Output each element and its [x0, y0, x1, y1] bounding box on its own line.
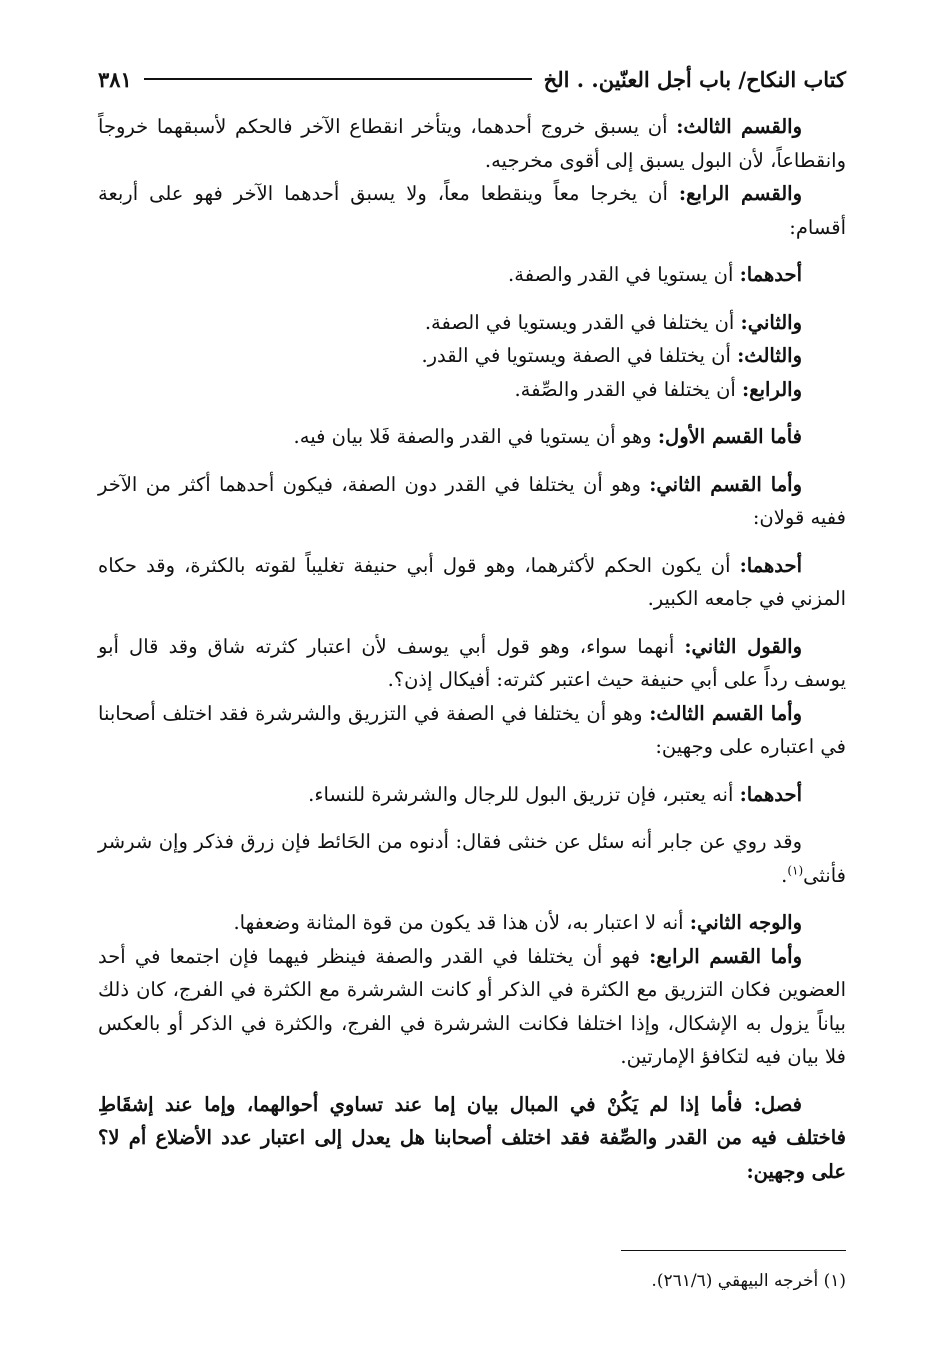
paragraph-lead: وأما القسم الرابع:	[649, 944, 803, 968]
paragraph-text: وهو أن يختلفا في القدر دون الصفة، فيكون أحدهما أكثر من الآخر ففيه قولان:	[98, 472, 846, 529]
paragraph	[98, 697, 846, 764]
paragraph	[98, 940, 846, 1074]
paragraph	[98, 778, 846, 812]
paragraph-text: فهو أن يختلفا في القدر والصفة فينظر فيهما فإن اجتمعا في أحد العضوين فكان التزريق مع الكثرة في الذكر أو كانت الشرشرة مع الكثرة في الفرج، كان ذلك بياناً يزول به الإشكال، وإذا اختلفا فكانت الشرشرة في الفرج، والكثرة في الذكر أو بالعكس فلا بيان فيه لتكافؤ الإمارتين.	[98, 944, 846, 1068]
paragraph-text: وهو أن يستويا في القدر والصفة فَلا بيان فيه.	[293, 425, 658, 448]
paragraph-text: أن يختلفا في الصفة ويستويا في القدر.	[421, 344, 738, 367]
paragraph	[98, 630, 846, 697]
paragraph	[98, 825, 846, 892]
paragraph	[98, 373, 846, 407]
paragraph	[98, 110, 846, 177]
paragraph-lead: فصل:	[753, 1092, 802, 1116]
paragraph-lead: أحدهما:	[739, 263, 802, 286]
footnote-separator	[621, 1250, 846, 1251]
paragraph-lead: والثاني:	[740, 310, 802, 334]
paragraph	[98, 549, 846, 616]
paragraph-text: أن يستويا في القدر والصفة.	[508, 263, 740, 286]
paragraph-text: أن يكون الحكم لأكثرهما، وهو قول أبي حنيفة تغليباً لقوته بالكثرة، وقد حكاه المزني في جامعه الكبير.	[98, 553, 846, 610]
paragraph	[98, 258, 846, 292]
paragraph	[98, 339, 846, 373]
paragraph-text: أنه لا اعتبار به، لأن هذا قد يكون من قوة المثانة وضعفها.	[233, 911, 690, 934]
footnote-marker[interactable]: (١)	[787, 863, 804, 877]
footnote: (١) أخرجه البيهقي (٢٦١/٦).	[651, 1271, 846, 1291]
paragraph	[98, 420, 846, 454]
paragraph-text: أنهما سواء، وهو قول أبي يوسف لأن اعتبار كثرته شاق وقد قال أبو يوسف رداً على أبي حنيفة حيث اعتبر كثرته: أفيكال إذن؟.	[98, 634, 846, 691]
paragraph-lead: وأما القسم الثالث:	[649, 701, 802, 725]
paragraph-lead: والرابع:	[742, 377, 802, 401]
paragraph-lead: فأما القسم الأول:	[657, 425, 802, 448]
paragraph-text: أن يختلفا في القدر والصِّفة.	[514, 377, 743, 401]
paragraph-lead: أحدهما:	[739, 553, 802, 577]
paragraph-fasl	[98, 1088, 846, 1189]
paragraph-text: وهو أن يختلفا في الصفة في التزريق والشرشرة فقد اختلف أصحابنا في اعتباره على وجهين:	[98, 701, 846, 758]
page-number: ٣٨١	[98, 66, 132, 92]
paragraph-text: فأما إذا لم يَكُنْ في المبال بيان إما عند تساوي أحوالهما، وإما عند إشقَاطِ فاختلف فيه من القدر والصِّفة فقد اختلف أصحابنا هل يعدل إلى اعتبار عدد الأضلاع أم لا؟ على وجهين:	[98, 1092, 846, 1183]
paragraph-lead: والوجه الثاني:	[689, 911, 802, 934]
paragraph	[98, 468, 846, 535]
paragraph-text: أن يسبق خروج أحدهما، ويتأخر انقطاع الآخر فالحكم لأسبقهما خروجاً وانقطاعاً، لأن البول يسبق إلى أقوى مخرجيه.	[98, 115, 846, 172]
paragraph-lead: وأما القسم الثاني:	[649, 472, 802, 496]
paragraph-lead: والثالث:	[737, 344, 802, 367]
paragraph-lead: والقول الثاني:	[684, 634, 803, 658]
paragraph-text: أن يخرجا معاً وينقطعا معاً، ولا يسبق أحدهما الآخر فهو على أربعة أقسام:	[98, 182, 846, 239]
paragraph	[98, 906, 846, 940]
paragraph-tail: .	[781, 863, 788, 887]
paragraph-text: أن يختلفا في القدر ويستويا في الصفة.	[424, 310, 741, 334]
paragraph-lead: والقسم الرابع:	[678, 182, 803, 205]
main-text	[98, 110, 846, 1188]
paragraph-lead: أحدهما:	[739, 782, 802, 806]
paragraph-text: وقد روي عن جابر أنه سئل عن خنثى فقال: أدنوه من الحَائط فإن زرق فذكر وإن شرشر فأنثى	[98, 830, 846, 887]
page-header	[98, 62, 846, 96]
paragraph	[98, 177, 846, 244]
running-title: كتاب النكاح/ باب أجل العنّين. . الخ	[543, 66, 846, 92]
paragraph-lead: والقسم الثالث:	[676, 115, 802, 138]
paragraph-text: أنه يعتبر، فإن تزريق البول للرجال والشرشرة للنساء.	[308, 782, 740, 806]
paragraph	[98, 306, 846, 340]
header-rule	[144, 78, 532, 80]
